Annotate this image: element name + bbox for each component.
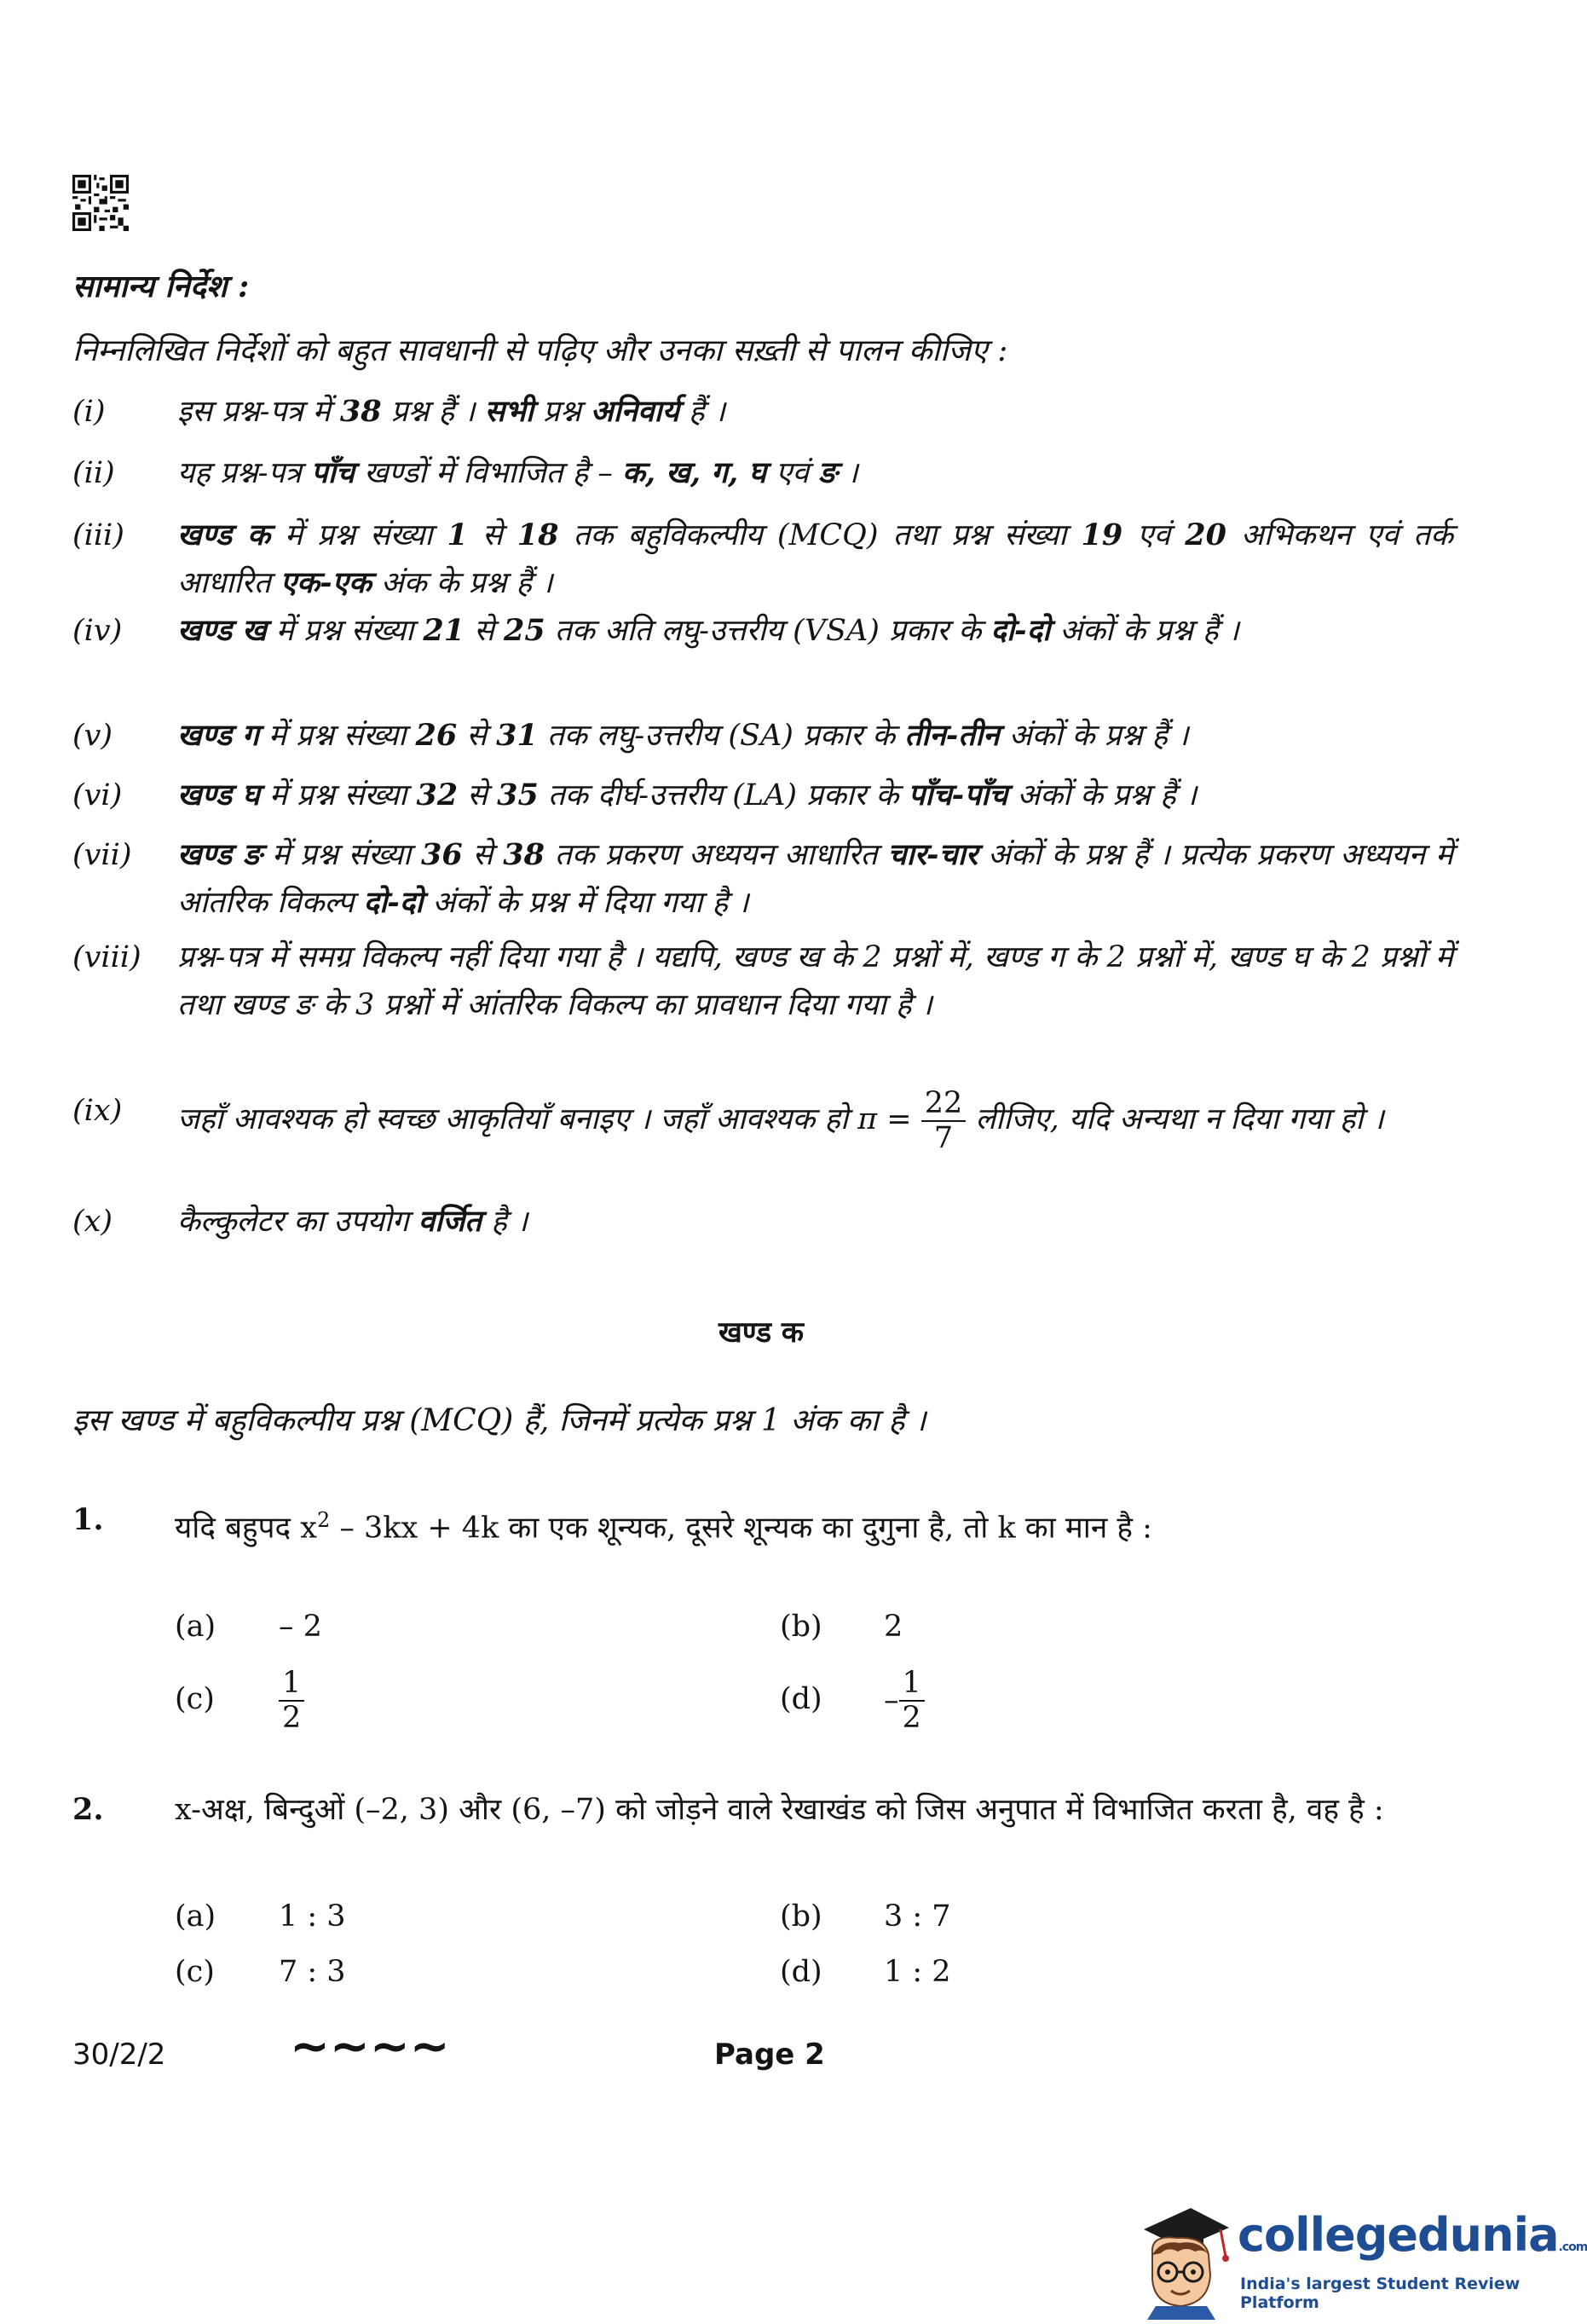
option-value: 1 : 2 (884, 1955, 951, 1989)
instruction-text: इस प्रश्न-पत्र में 38 प्रश्न हैं । सभी प्रश्न अनिवार्य हैं । (177, 394, 726, 429)
instruction-item-x (72, 1198, 1453, 1246)
fraction-denominator: 7 (933, 1120, 954, 1155)
instruction-item-vi (72, 772, 1453, 819)
instruction-text: जहाँ आवश्यक हो स्वच्छ आकृतियाँ बनाइए । जहाँ आवश्यक हो π = (177, 1102, 912, 1136)
instruction-item-iii (72, 512, 1453, 607)
question-2 (72, 1786, 1453, 1834)
instruction-item-iv (72, 607, 1453, 655)
paper-code: 30/2/2 (72, 2038, 166, 2072)
instruction-text: लीजिए, यदि अन्यथा न दिया गया हो । (966, 1102, 1384, 1136)
instruction-text: खण्ड ख में प्रश्न संख्या 21 से 25 तक अति लघु-उत्तरीय (VSA) प्रकार के दो-दो अंकों के प्रश्न हैं । (177, 613, 1239, 648)
instruction-number: (iii) (72, 518, 124, 552)
instruction-item-i (72, 388, 1453, 436)
question-1 (72, 1496, 1453, 1552)
instruction-text: खण्ड क में प्रश्न संख्या 1 से 18 तक बहुविकल्पीय (MCQ) तथा प्रश्न संख्या 19 एवं 20 अभिकथन एवं तर्क आधारित एक-एक अंक के प्रश्न हैं । (177, 517, 1453, 600)
pi-fraction (921, 1087, 967, 1154)
instructions-intro: निम्नलिखित निर्देशों को बहुत सावधानी से पढ़िए और उनका सख़्ती से पालन कीजिए : (72, 333, 1008, 368)
collegedunia-logo-text: collegedunia.com (1238, 2208, 1587, 2262)
instruction-text: प्रश्न-पत्र में समग्र विकल्प नहीं दिया गया है । यद्यपि, खण्ड ख के 2 प्रश्नों में, खण्ड ग के 2 प्रश्नों में, खण्ड घ के 2 प्रश्नों में तथा खण्ड ङ के 3 प्रश्नों में आंतरिक विकल्प का प्रावधान दिया गया है । (177, 940, 1453, 1022)
option-label: (c) (175, 1682, 215, 1716)
option-value: 3 : 7 (884, 1899, 951, 1934)
option-label: (d) (780, 1955, 822, 1989)
option-label: (b) (780, 1610, 822, 1644)
question-text: x-अक्ष, बिन्दुओं (–2, 3) और (6, –7) को जोड़ने वाले रेखाखंड को जिस अनुपात में विभाजित करता है, वह है : (175, 1793, 1384, 1827)
instruction-text: कैल्कुलेटर का उपयोग वर्जित है । (177, 1204, 528, 1239)
instruction-item-vii (72, 831, 1453, 927)
instruction-number: (ii) (72, 456, 115, 490)
question-number: 1. (72, 1502, 104, 1537)
option-label: (b) (780, 1899, 822, 1934)
instruction-number: (i) (72, 395, 106, 429)
page-number: Page 2 (714, 2038, 825, 2072)
instruction-number: (vii) (72, 838, 132, 872)
option-value: 2 (884, 1610, 903, 1644)
option-value: 1 : 3 (279, 1899, 346, 1934)
option-label: (a) (175, 1610, 216, 1644)
option-fraction: $\frac{1}{2}$ (279, 1667, 304, 1734)
instruction-number: (ix) (72, 1094, 123, 1128)
instruction-item-v (72, 712, 1453, 760)
instruction-number: (iv) (72, 614, 123, 648)
instruction-number: (vi) (72, 778, 123, 812)
instruction-item-ii (72, 449, 1453, 497)
option-label: (d) (780, 1682, 822, 1716)
fraction-numerator: 22 (921, 1087, 967, 1122)
question-number: 2. (72, 1792, 104, 1827)
question-text: यदि बहुपद $x^2 - 3kx + 4k$ का एक शून्यक, दूसरे शून्यक का दुगुना है, तो k का मान है : (175, 1508, 1152, 1546)
option-value: – 2 (279, 1610, 322, 1644)
instruction-text: यह प्रश्न-पत्र पाँच खण्डों में विभाजित है – क, ख, ग, घ एवं ङ । (177, 455, 858, 490)
instruction-number: (x) (72, 1205, 113, 1239)
option-label: (c) (175, 1955, 215, 1989)
instruction-number: (viii) (72, 940, 141, 974)
instruction-item-ix (72, 1087, 1453, 1154)
collegedunia-mascot-icon (1127, 2204, 1234, 2320)
option-label: (a) (175, 1899, 216, 1934)
tilde-mark: ~~~~ (290, 2019, 450, 2074)
general-instructions-heading: सामान्य निर्देश : (72, 269, 250, 304)
option-value: – $\frac{1}{2}$ (884, 1667, 925, 1734)
instruction-number: (v) (72, 719, 113, 753)
collegedunia-tagline: India's largest Student Review Platform (1240, 2275, 1521, 2312)
instruction-text: खण्ड घ में प्रश्न संख्या 32 से 35 तक दीर्घ-उत्तरीय (LA) प्रकार के पाँच-पाँच अंकों के प्रश्न हैं । (177, 778, 1197, 812)
section-title: खण्ड क (718, 1315, 805, 1350)
section-intro: इस खण्ड में बहुविकल्पीय प्रश्न (MCQ) हैं, जिनमें प्रत्येक प्रश्न 1 अंक का है । (72, 1403, 926, 1438)
instruction-text: खण्ड ग में प्रश्न संख्या 26 से 31 तक लघु-उत्तरीय (SA) प्रकार के तीन-तीन अंकों के प्रश्न हैं । (177, 718, 1189, 753)
instruction-text: खण्ड ङ में प्रश्न संख्या 36 से 38 तक प्रकरण अध्ययन आधारित चार-चार अंकों के प्रश्न हैं । प्रत्येक प्रकरण अध्ययन में आंतरिक विकल्प दो-दो अंकों के प्रश्न में दिया गया है । (177, 837, 1454, 920)
option-value: 7 : 3 (279, 1955, 346, 1989)
instruction-item-viii (72, 934, 1453, 1029)
qr-code-icon (72, 175, 129, 231)
